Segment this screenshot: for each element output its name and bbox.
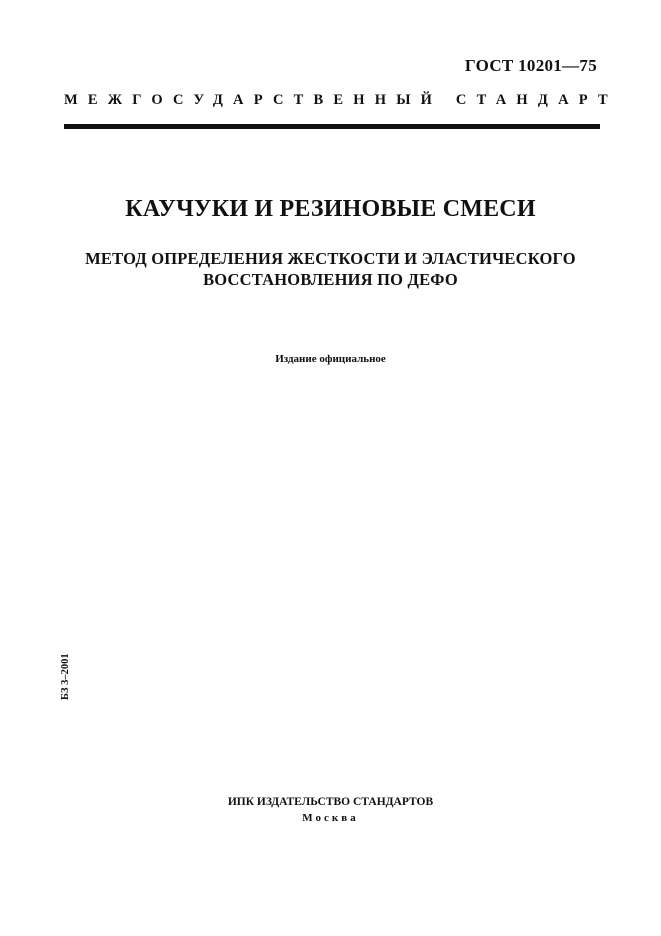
document-subtitle xyxy=(60,248,601,290)
subtitle-line-2: ВОССТАНОВЛЕНИЯ ПО ДЕФО xyxy=(203,270,458,289)
header-divider xyxy=(64,124,600,129)
edition-note: Издание официальное xyxy=(275,353,386,365)
document-title: КАУЧУКИ И РЕЗИНОВЫЕ СМЕСИ xyxy=(125,196,536,222)
publisher-city: Москва xyxy=(302,812,359,824)
standard-type-heading: МЕЖГОСУДАРСТВЕННЫЙ СТАНДАРТ xyxy=(64,92,618,108)
document-number: ГОСТ 10201—75 xyxy=(464,56,597,75)
subtitle-line-1: МЕТОД ОПРЕДЕЛЕНИЯ ЖЕСТКОСТИ И ЭЛАСТИЧЕСКОГО xyxy=(85,249,576,268)
side-catalog-code: БЗ 3–2001 xyxy=(60,653,71,700)
publisher-name: ИПК ИЗДАТЕЛЬСТВО СТАНДАРТОВ xyxy=(227,796,434,808)
